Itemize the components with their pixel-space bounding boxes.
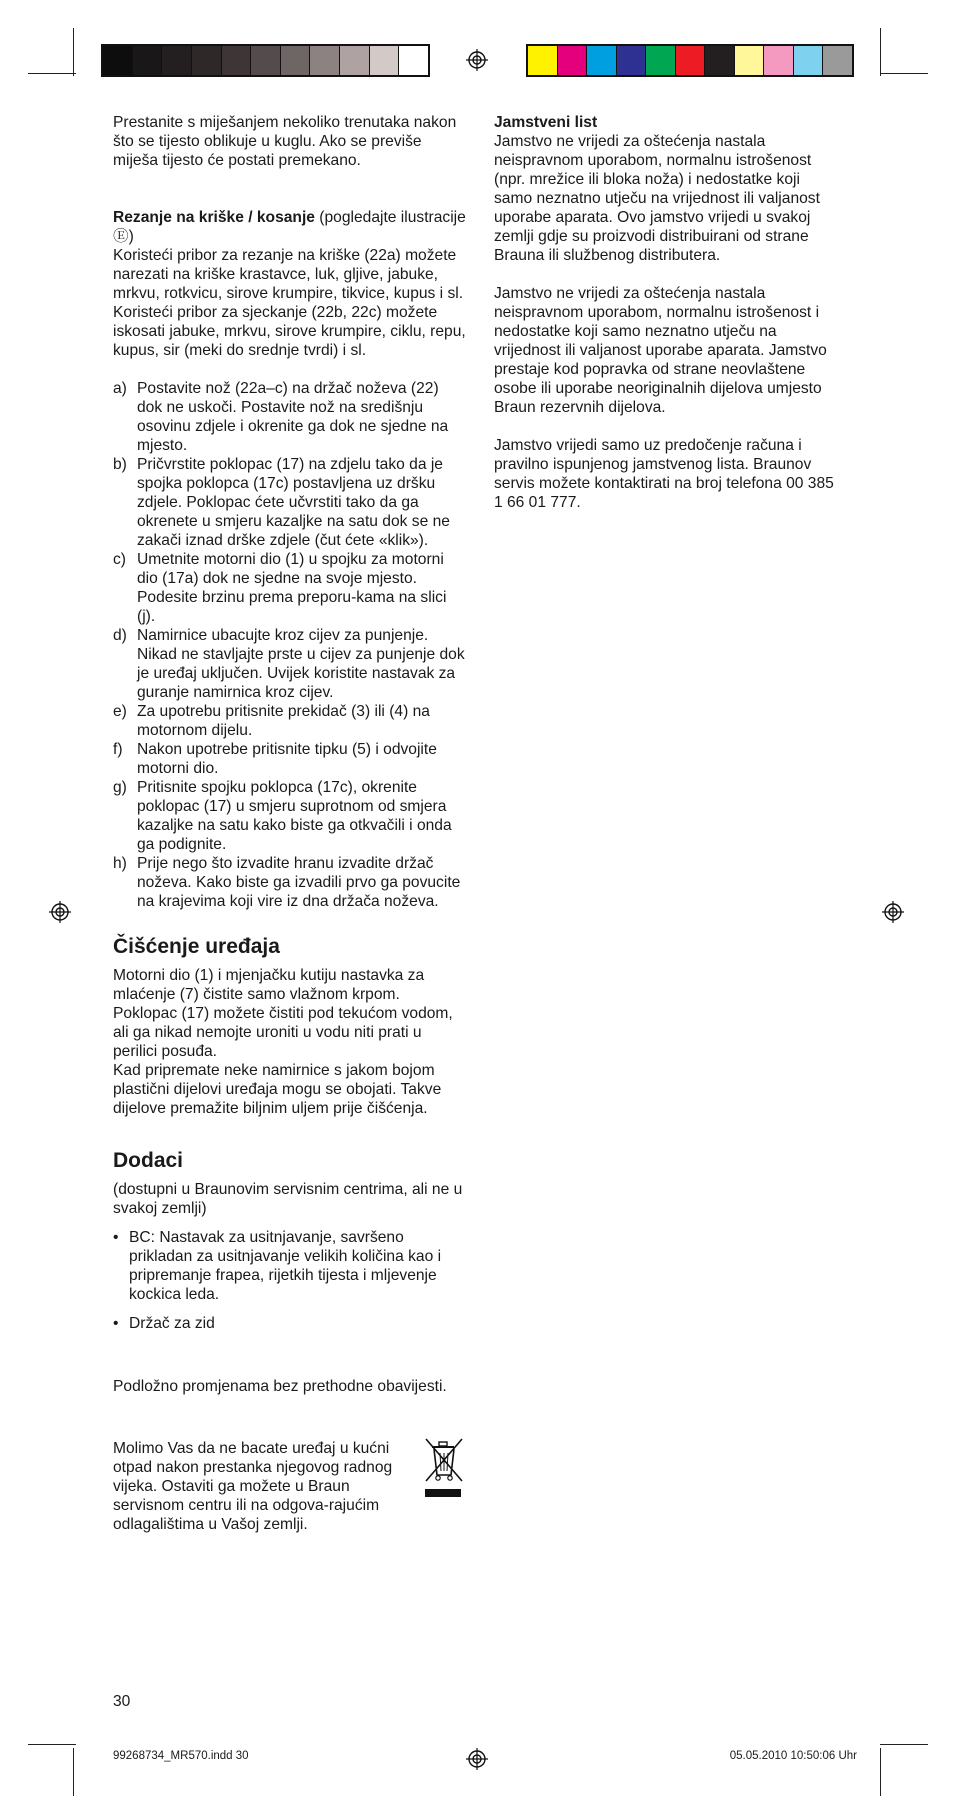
process-color-bar	[526, 44, 854, 77]
color-swatch	[587, 46, 617, 75]
list-item	[113, 455, 468, 550]
right-column	[494, 113, 839, 512]
list-item	[113, 740, 468, 778]
list-item	[113, 778, 468, 854]
list-item: • Držač za zid	[113, 1315, 215, 1332]
disposal-block	[113, 1439, 468, 1534]
color-swatch	[281, 46, 311, 75]
accessories-list	[113, 1228, 468, 1333]
crop-mark	[28, 1744, 76, 1745]
crop-mark	[880, 1748, 881, 1796]
disposal-text: Molimo Vas da ne bacate uređaj u kućni otpad nakon prestanka njegovog radnog vijeka. Ostaviti ga možete u Braun servisnom centru ili na odgova-rajućim odlagalištima u Vašoj zemlji.	[113, 1440, 393, 1533]
registration-mark-icon	[466, 1748, 488, 1770]
slicing-heading-paragraph	[113, 208, 468, 246]
crop-mark	[880, 28, 881, 76]
color-swatch	[676, 46, 706, 75]
left-column	[113, 113, 468, 1534]
cleaning-body: Motorni dio (1) i mjenjačku kutiju nastavka za mlaćenje (7) čistite samo vlažnom krpom. Poklopac (17) možete čistiti pod tekućom vodom, ali ga nikad nemojte uroniti u vodu niti prati u perilici posuđa.	[113, 967, 453, 1060]
accessory-text: Držač za zid	[129, 1315, 215, 1332]
color-swatch	[340, 46, 370, 75]
slug-file-info: 99268734_MR570.indd 30	[113, 1750, 249, 1762]
step-text: Prije nego što izvadite hranu izvadite držač noževa. Kako biste ga izvadili prvo ga povucite na krajevima koji vire iz dna držača noževa.	[137, 855, 461, 910]
color-swatch	[222, 46, 252, 75]
slicing-ref: (pogledajte ilustracije Ⓔ)	[113, 209, 466, 245]
list-item	[113, 379, 468, 455]
page-number: 30	[113, 1693, 131, 1710]
step-letter: f)	[113, 741, 123, 758]
list-item	[113, 702, 468, 740]
color-swatch	[370, 46, 400, 75]
color-swatch	[251, 46, 281, 75]
step-letter: b)	[113, 456, 127, 473]
step-letter: d)	[113, 627, 127, 644]
registration-mark-icon	[882, 901, 904, 923]
color-swatch	[103, 46, 133, 75]
step-text: Umetnite motorni dio (1) u spojku za motorni dio (17a) dok ne sjedne na svoje mjesto. Podesite brzinu prema preporu-kama na slici (j).	[137, 551, 447, 625]
warranty-paragraph-2: Jamstvo ne vrijedi za oštećenja nastala neispravnom uporabom, normalnu istrošenost i nedostatke koji samo neznatno utječu na vrijednost ili valjanost uporabe aparata. Jamstvo prestaje kod popravka od strane neovlaštene osobe ili uporabe neoriginalnih dijelova umjesto Braun rezervnih dijelova.	[494, 285, 827, 416]
color-swatch	[399, 46, 428, 75]
color-swatch	[310, 46, 340, 75]
color-swatch	[705, 46, 735, 75]
color-swatch	[528, 46, 558, 75]
color-swatch	[192, 46, 222, 75]
step-text: Postavite nož (22a–c) na držač noževa (22) dok ne uskoči. Postavite nož na središnju osovinu zdjele i okrenite ga dok ne sjedne na mjesto.	[137, 380, 449, 454]
warranty-title: Jamstveni list	[494, 114, 598, 131]
color-swatch	[646, 46, 676, 75]
accessory-text: BC: Nastavak za usitnjavanje, savršeno prikladan za usitnjavanje velikih količina kao i pripremanje frapea, rijetkih tijesta i mljevenje kockica leda.	[129, 1229, 442, 1303]
step-text: Pričvrstite poklopac (17) na zdjelu tako da je spojka poklopca (17c) postavljena uz dršku zdjele. Poklopac ćete učvrstiti tako da ga okrenete u smjeru kazaljke na satu dok se ne zakači iznad drške zdjele (čut ćete «klik»).	[137, 456, 450, 549]
weee-crossed-bin-icon	[422, 1437, 466, 1499]
color-swatch	[794, 46, 824, 75]
color-swatch	[133, 46, 163, 75]
step-letter: c)	[113, 551, 126, 568]
step-text: Pritisnite spojku poklopca (17c), okrenite poklopac (17) u smjeru suprotnom od smjera kazaljke na satu kako biste ga otkvačili i onda ga podignite.	[137, 779, 452, 853]
crop-mark	[73, 1748, 74, 1796]
step-letter: e)	[113, 703, 127, 720]
list-item	[113, 854, 468, 911]
color-swatch	[617, 46, 647, 75]
crop-mark	[28, 73, 76, 74]
grayscale-color-bar	[101, 44, 430, 77]
subject-to-change: Podložno promjenama bez prethodne obavijesti.	[113, 1378, 447, 1395]
accessories-intro: (dostupni u Braunovim servisnim centrima, ali ne u svakoj zemlji)	[113, 1181, 463, 1217]
step-text: Za upotrebu pritisnite prekidač (3) ili (4) na motornom dijelu.	[137, 703, 430, 739]
warranty-paragraph-1: Jamstvo ne vrijedi za oštećenja nastala neispravnom uporabom, normalnu istrošenost (npr. mrežice ili bloka noža) i nedostatke koji samo neznatno utječu na vrijednost ili valjanost uporabe aparata. Ovo jamstvo vrijedi u svakoj zemlji gdje su proizvodi distribuirani od strane Brauna ili službenog distributera.	[494, 133, 820, 264]
step-letter: h)	[113, 855, 127, 872]
slicing-title: Rezanje na kriške / kosanje	[113, 209, 315, 226]
step-text: Nakon upotrebe pritisnite tipku (5) i odvojite motorni dio.	[137, 741, 437, 777]
registration-mark-icon	[49, 901, 71, 923]
color-swatch	[558, 46, 588, 75]
step-letter: a)	[113, 380, 127, 397]
accessories-heading: Dodaci	[113, 1149, 184, 1172]
list-item	[113, 550, 468, 626]
color-swatch	[162, 46, 192, 75]
slicing-body: Koristeći pribor za rezanje na kriške (22a) možete narezati na kriške krastavce, luk, gljive, jabuke, mrkvu, rotkvicu, sirove krumpire, tikvice, kupus i sl. Koristeći pribor za sjeckanje (22b, 22c) možete iskosati jabuke, mrkvu, sirove krumpire, ciklu, repu, kupus, sir (meki do srednje tvrdi) i sl.	[113, 247, 466, 359]
list-item: • BC: Nastavak za usitnjavanje, savršeno prikladan za usitnjavanje velikih količina kao i pripremanje frapea, rijetkih tijesta i mljevenje kockica leda.	[113, 1229, 442, 1303]
color-swatch	[764, 46, 794, 75]
cleaning-heading: Čišćenje uređaja	[113, 935, 280, 958]
intro-paragraph: Prestanite s miješanjem nekoliko trenutaka nakon što se tijesto oblikuje u kuglu. Ako se previše miješa tijesto će postati premekano.	[113, 114, 457, 169]
cleaning-body-2: Kad pripremate neke namirnice s jakom bojom plastični dijelovi uređaja mogu se obojati. Takve dijelove premažite biljnim uljem prije čišćenja.	[113, 1062, 442, 1117]
step-letter: g)	[113, 779, 127, 796]
crop-mark	[880, 73, 928, 74]
registration-mark-icon	[466, 49, 488, 71]
color-swatch	[823, 46, 852, 75]
list-item	[113, 626, 468, 702]
color-swatch	[735, 46, 765, 75]
steps-list	[113, 379, 468, 911]
crop-mark	[880, 1744, 928, 1745]
crop-mark	[73, 28, 74, 76]
step-text: Namirnice ubacujte kroz cijev za punjenje. Nikad ne stavljajte prste u cijev za punjenje dok je uređaj uključen. Uvijek koristite nastavak za guranje namirnica kroz cijev.	[137, 627, 465, 701]
warranty-paragraph-3: Jamstvo vrijedi samo uz predočenje računa i pravilno ispunjenog jamstvenog lista. Braunov servis možete kontaktirati na broj telefona 00 385 1 66 01 777.	[494, 437, 834, 511]
slug-date-info: 05.05.2010 10:50:06 Uhr	[729, 1750, 857, 1762]
